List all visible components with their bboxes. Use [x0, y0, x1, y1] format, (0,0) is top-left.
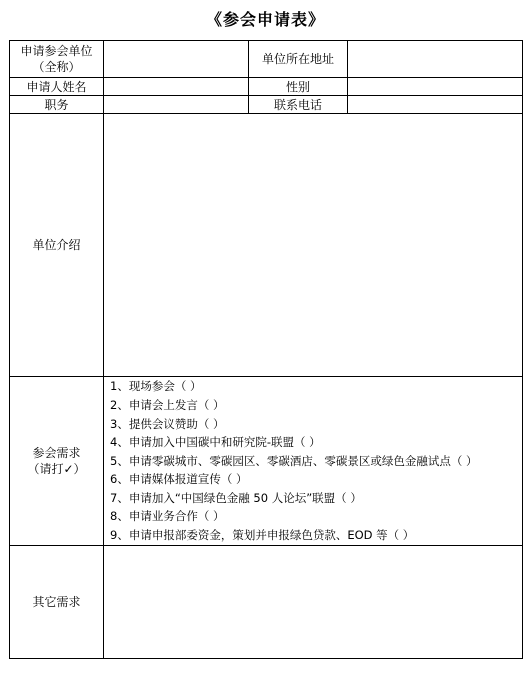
needs-item-8[interactable]: 8、申请业务合作（ ）	[110, 509, 225, 524]
row-other-needs	[10, 546, 523, 659]
needs-item-5[interactable]: 5、申请零碳城市、零碳园区、零碳酒店、零碳景区或绿色金融试点（ ）	[110, 453, 478, 468]
org-name-label-line1: 申请参会单位	[20, 44, 93, 58]
needs-item-6[interactable]: 6、申请媒体报道宣传（ ）	[110, 472, 248, 487]
row-org-name	[10, 41, 523, 78]
needs-item-7[interactable]: 7、申请加入“中国绿色金融 50 人论坛”联盟（ ）	[110, 490, 362, 505]
applicant-name-label: 申请人姓名	[10, 78, 104, 96]
needs-item-9[interactable]: 9、申请申报部委资金，策划并申报绿色贷款、EOD 等（ ）	[110, 528, 415, 543]
needs-label	[10, 377, 104, 546]
row-applicant	[10, 78, 523, 96]
needs-item-2[interactable]: 2、申请会上发言（ ）	[110, 397, 225, 412]
org-intro-label: 单位介绍	[10, 114, 104, 377]
gender-field[interactable]	[348, 78, 523, 96]
org-intro-field[interactable]	[104, 114, 523, 377]
needs-item-4[interactable]: 4、申请加入中国碳中和研究院-联盟（ ）	[110, 435, 321, 450]
org-address-label: 单位所在地址	[249, 41, 348, 78]
other-needs-field[interactable]	[104, 546, 523, 659]
position-label: 职务	[10, 96, 104, 114]
needs-item-3[interactable]: 3、提供会议赞助（ ）	[110, 416, 225, 431]
needs-label-line1: 参会需求	[32, 446, 81, 460]
org-name-label	[10, 41, 104, 78]
position-field[interactable]	[104, 96, 249, 114]
page-title: 《参会申请表》	[205, 10, 325, 29]
needs-list	[104, 377, 522, 544]
needs-item-1[interactable]: 1、现场参会（ ）	[110, 379, 202, 394]
phone-field[interactable]	[348, 96, 523, 114]
row-position	[10, 96, 523, 114]
row-org-intro	[10, 114, 523, 377]
row-needs	[10, 377, 523, 546]
org-address-field[interactable]	[348, 41, 523, 78]
application-form-table	[9, 40, 523, 659]
applicant-name-field[interactable]	[104, 78, 249, 96]
org-name-label-line2: （全称）	[32, 60, 81, 74]
needs-label-line2: （请打✓）	[27, 462, 86, 476]
gender-label: 性别	[249, 78, 348, 96]
phone-label: 联系电话	[249, 96, 348, 114]
org-name-field[interactable]	[104, 41, 249, 78]
needs-options	[104, 377, 523, 546]
other-needs-label: 其它需求	[10, 546, 104, 659]
